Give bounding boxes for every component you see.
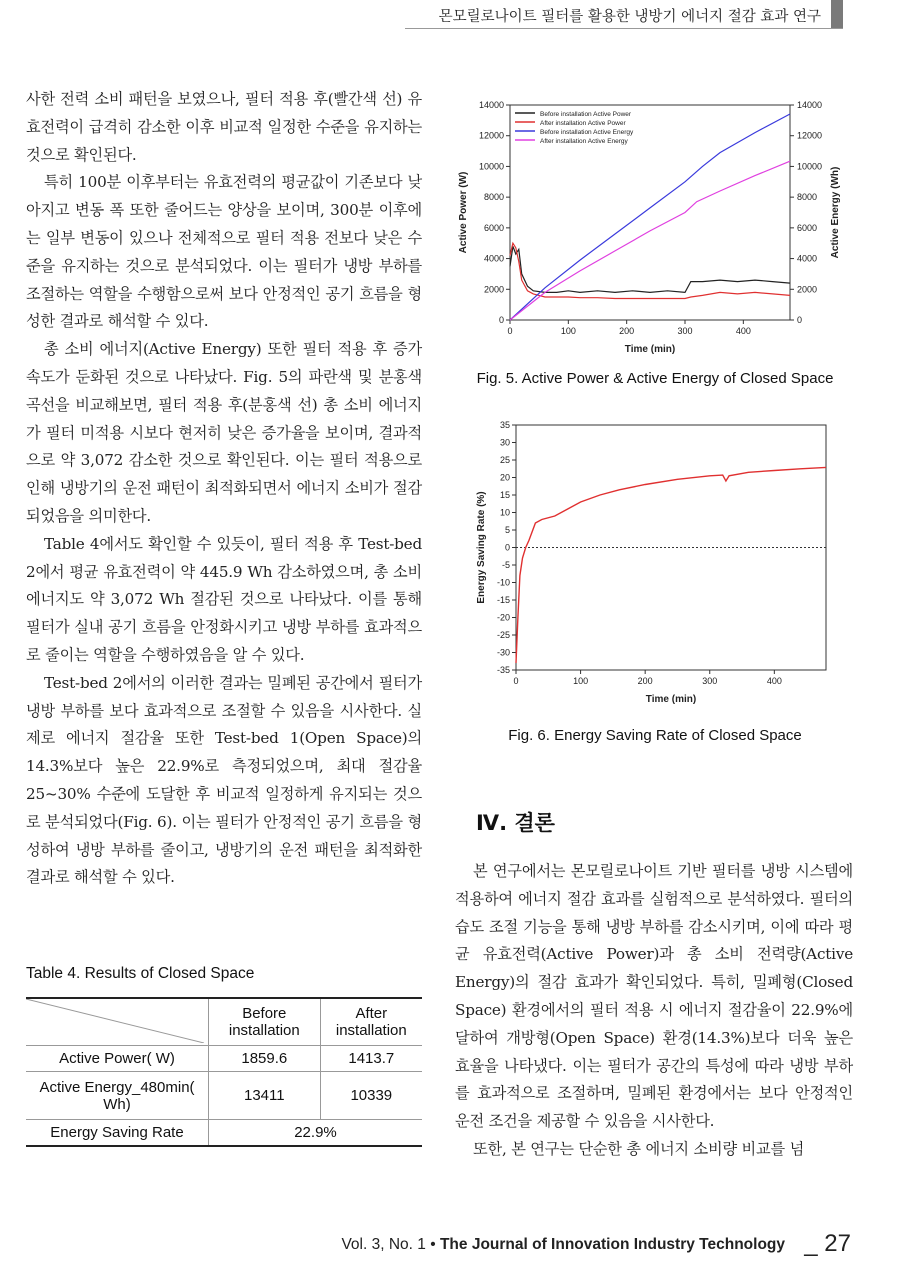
results-table	[26, 997, 422, 1147]
page-number: _ 27	[804, 1230, 851, 1257]
y-tick-label-right: 6000	[797, 222, 818, 233]
footer-citation	[341, 1236, 785, 1254]
paragraph: 또한, 본 연구는 단순한 총 에너지 소비량 비교를 넘	[473, 1139, 805, 1158]
fig5-caption: Fig. 5. Active Power & Active Energy of Closed Space	[476, 370, 834, 387]
y-tick-label: 25	[499, 455, 510, 465]
y-tick-label-right: 8000	[797, 192, 818, 203]
x-tick-label: 400	[766, 676, 782, 686]
table-cell-label: Energy Saving Rate	[26, 1120, 209, 1146]
y-tick-label-right: 4000	[797, 253, 818, 264]
x-tick-label: 100	[573, 676, 589, 686]
fig6-caption: Fig. 6. Energy Saving Rate of Closed Space	[508, 727, 802, 744]
table-row	[26, 1120, 422, 1146]
running-header	[0, 0, 913, 30]
y-tick-label: -35	[496, 665, 510, 675]
y-tick-label: -5	[501, 560, 510, 570]
legend-entry: After installation Active Power	[540, 120, 626, 127]
table-cell: 13411	[209, 1072, 321, 1120]
legend-entry: Before installation Active Power	[540, 111, 632, 118]
legend-entry: Before installation Active Energy	[540, 129, 634, 136]
y-tick-label: 14000	[478, 100, 504, 110]
paragraph: Test-bed 2에서의 이러한 결과는 밀폐된 공간에서 필터가 냉방 부하를 보다 효과적으로 조절할 수 있음을 시사한다. 실제로 에너지 절감율 또한 Test-bed 1(Open Space)의 14.3%보다 높은 22.9%로 측정되었으며, 최대 절감율 25~30% 수준에 도달한 후 비교적 일정하게 유지되는 것으로 분석되었다(Fig. 6). 이는 필터가 안정적인 공기 흐름을 형성하여 냉방 부하를 줄이고, 냉방기의 운전 패턴을 최적화한 결과로 해석할 수 있다.	[26, 673, 422, 887]
y-tick-label: 0	[498, 315, 504, 325]
y-tick-label-right: 12000	[797, 130, 823, 141]
footer	[0, 1230, 913, 1260]
x-tick-label: 400	[735, 326, 751, 336]
y-tick-label: 10	[499, 507, 510, 518]
y-tick-label: 0	[504, 542, 510, 553]
footer-journal: The Journal of Innovation Industry Technology	[439, 1236, 785, 1253]
series-line	[510, 161, 790, 320]
y-tick-label: 35	[499, 420, 510, 430]
y-tick-label: 15	[499, 490, 510, 500]
header-rule	[405, 28, 843, 29]
footer-bullet: •	[430, 1236, 436, 1253]
y-tick-label: 4000	[483, 253, 504, 264]
table-cell-label: Active Power( W)	[26, 1046, 209, 1072]
footer-volume: Vol. 3, No. 1	[341, 1236, 426, 1253]
x-tick-label: 200	[619, 326, 635, 336]
table-cell: 1413.7	[320, 1046, 422, 1072]
right-column	[455, 858, 853, 1164]
table-caption: Table 4. Results of Closed Space	[26, 965, 255, 982]
y-tick-label-right: 14000	[797, 100, 823, 110]
section-title: Ⅳ. 결론	[476, 811, 555, 835]
y-axis-label: Energy Saving Rate (%)	[476, 491, 487, 604]
fig5-chart	[450, 90, 870, 360]
y-tick-label: 20	[499, 472, 510, 483]
y-tick-label: -10	[496, 577, 510, 588]
legend-entry: After installation Active Energy	[540, 138, 628, 145]
y-tick-label-right: 2000	[797, 284, 818, 295]
y-tick-label-right: 0	[797, 315, 803, 325]
table-cell: 10339	[320, 1072, 422, 1120]
y-tick-label: 8000	[483, 192, 504, 203]
table-corner-cell	[26, 998, 209, 1046]
fig6-chart	[468, 415, 848, 715]
x-tick-label: 0	[513, 676, 519, 686]
paragraph: 사한 전력 소비 패턴을 보였으나, 필터 적용 후(빨간색 선) 유효전력이 급격히 감소한 이후 비교적 일정한 수준을 유지하는 것으로 확인된다.	[26, 90, 422, 164]
diagonal-line	[26, 999, 204, 1043]
x-axis-label: Time (min)	[645, 694, 697, 705]
y-tick-label: -20	[496, 612, 510, 623]
y-tick-label: 5	[504, 525, 510, 535]
paragraph: 총 소비 에너지(Active Energy) 또한 필터 적용 후 증가 속도가 둔화된 것으로 나타났다. Fig. 5의 파란색 및 분홍색 곡선을 비교해보면, 필터 적용 후(분홍색 선) 총 소비 에너지가 필터 미적용 시보다 현저히 낮은 증가율을 보이며, 결과적으로 약 3,072 감소한 것으로 확인된다. 이는 필터 적용으로 인해 냉방기의 운전 패턴이 최적화되면서 에너지 소비가 절감되었음을 의미한다.	[26, 340, 422, 525]
x-axis-label: Time (min)	[624, 344, 676, 355]
table-row	[26, 1046, 422, 1072]
y-axis-label: Active Power (W)	[458, 171, 469, 254]
paragraph: 특히 100분 이후부터는 유효전력의 평균값이 기존보다 낮아지고 변동 폭 또한 줄어드는 양상을 보이며, 300분 이후에는 일부 변동이 있으나 전체적으로 필터 적용 전보다 낮은 수준을 유지하는 것으로 분석되었다. 이는 필터가 냉방 부하를 조절하는 역할을 수행함으로써 보다 안정적인 공기 흐름을 형성한 결과로 해석할 수 있다.	[26, 173, 422, 331]
left-column	[26, 86, 422, 892]
y-tick-label: 6000	[483, 222, 504, 233]
x-tick-label: 0	[507, 326, 513, 336]
table-cell: 1859.6	[209, 1046, 321, 1072]
y-tick-label: 12000	[478, 130, 504, 141]
table-header-row	[26, 998, 422, 1046]
table-cell-label: Active Energy_480min( Wh)	[26, 1072, 209, 1120]
paragraph: 본 연구에서는 몬모릴로나이트 기반 필터를 냉방 시스템에 적용하여 에너지 절감 효과를 실험적으로 분석하였다. 필터의 습도 조절 기능을 통해 냉방 부하를 감소시키며, 이에 따라 평균 유효전력(Active Power)과 총 소비 전력량(Active Energy)의 절감 효과가 확인되었다. 특히, 밀폐형(Closed Space) 환경에서의 필터 적용 시 에너지 절감율이 22.9%에 달하여 개방형(Open Space) 환경(14.3%)보다 더욱 높은 효율을 나타냈다. 이는 필터가 공간의 특성에 따라 냉방 부하를 효과적으로 조절하며, 밀폐된 환경에서는 보다 안정적인 운전 조건을 제공할 수 있음을 시사한다.	[455, 862, 853, 1131]
series-line	[516, 467, 826, 663]
y-tick-label: 10000	[478, 161, 504, 172]
y-tick-label: -25	[496, 630, 510, 640]
y-axis-label-right: Active Energy (Wh)	[830, 166, 841, 259]
series-line	[510, 246, 790, 292]
x-tick-label: 100	[560, 326, 576, 336]
x-tick-label: 200	[637, 676, 653, 686]
plot-frame	[516, 425, 826, 670]
header-bar	[831, 0, 843, 28]
table-cell-merged: 22.9%	[209, 1120, 423, 1146]
series-line	[510, 243, 790, 298]
y-tick-label: 2000	[483, 284, 504, 295]
y-tick-label-right: 10000	[797, 161, 823, 172]
x-tick-label: 300	[677, 326, 693, 336]
y-tick-label: 30	[499, 437, 510, 448]
table-header-before: Before installation	[209, 998, 321, 1046]
y-tick-label: -30	[496, 647, 510, 658]
paragraph: Table 4에서도 확인할 수 있듯이, 필터 적용 후 Test-bed 2에서 평균 유효전력이 약 445.9 Wh 감소하였으며, 총 소비 에너지도 약 3,072 Wh 절감된 것으로 나타났다. 이를 통해 필터가 실내 공기 흐름을 안정화시키고 냉방 부하를 효과적으로 줄이는 역할을 수행하였음을 알 수 있다.	[26, 534, 422, 664]
x-tick-label: 300	[702, 676, 718, 686]
running-header-title: 몬모릴로나이트 필터를 활용한 냉방기 에너지 절감 효과 연구	[438, 9, 821, 25]
table-header-after: After installation	[320, 998, 422, 1046]
y-tick-label: -15	[496, 595, 510, 605]
table-row	[26, 1072, 422, 1120]
